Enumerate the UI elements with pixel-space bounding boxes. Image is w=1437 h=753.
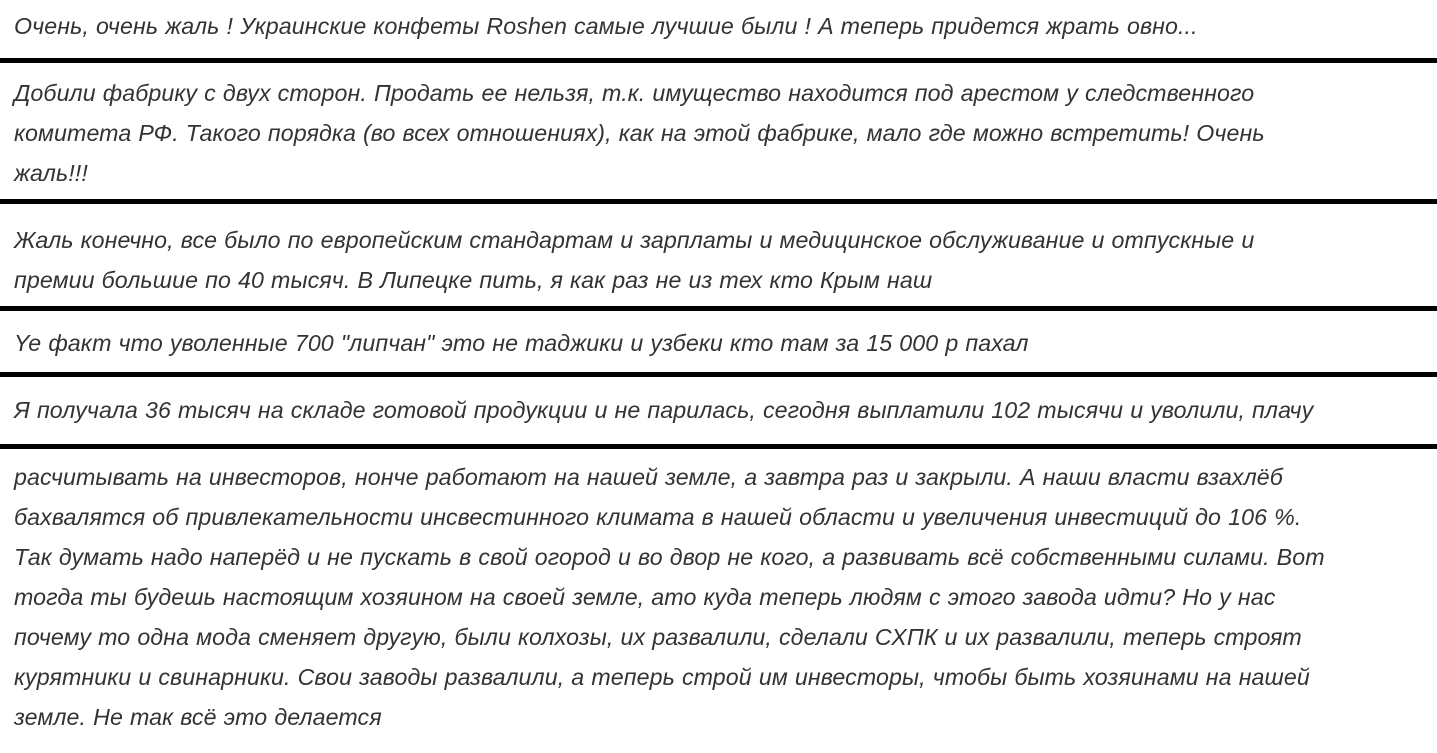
- comment-4: [0, 311, 1437, 372]
- comment-2-line-3: жаль!!!: [14, 160, 88, 186]
- comment-2: [0, 63, 1437, 199]
- comment-5: [0, 377, 1437, 444]
- comment-1-text: Очень, очень жаль ! Украинские конфеты Roshen самые лучшие были ! А теперь придется жрать овно...: [14, 13, 1198, 39]
- comment-6-line-6: курятники и свинарники. Свои заводы развалили, а теперь строй им инвесторы, чтобы быть хозяинами на нашей: [14, 664, 1310, 690]
- comment-6-line-2: бахвалятся об привлекательности инсвестинного климата в нашей области и увеличения инвестиций до 106 %.: [14, 504, 1302, 530]
- comment-3-line-1: Жаль конечно, все было по европейским стандартам и зарплаты и медицинское обслуживание и отпускные и: [14, 227, 1255, 253]
- comment-6: [0, 449, 1437, 737]
- comment-2-line-2: комитета РФ. Такого порядка (во всех отношениях), как на этой фабрике, мало где можно встретить! Очень: [14, 120, 1265, 146]
- comment-6-line-4: тогда ты будешь настоящим хозяином на своей земле, ато куда теперь людям с этого завода идти? Но у нас: [14, 584, 1276, 610]
- comment-6-line-7: земле. Не так всё это делается: [14, 704, 382, 730]
- comment-4-text: Ye факт что уволенные 700 "липчан" это не таджики и узбеки кто там за 15 000 р пахал: [14, 330, 1029, 356]
- comment-1: [0, 0, 1437, 56]
- comment-3: [0, 204, 1437, 306]
- comment-5-text: Я получала 36 тысяч на складе готовой продукции и не парилась, сегодня выплатили 102 тысячи и уволили, плачу: [14, 397, 1314, 423]
- comment-6-line-1: расчитывать на инвесторов, нонче работают на нашей земле, а завтра раз и закрыли. А наши власти взахлёб: [14, 464, 1283, 490]
- comment-6-line-3: Так думать надо наперёд и не пускать в свой огород и во двор не кого, а развивать всё собственными силами. Вот: [14, 544, 1325, 570]
- comment-6-line-5: почему то одна мода сменяет другую, были колхозы, их развалили, сделали СХПК и их развалили, теперь строят: [14, 624, 1302, 650]
- comment-2-line-1: Добили фабрику с двух сторон. Продать ее нельзя, т.к. имущество находится под арестом у следственного: [14, 80, 1255, 106]
- comment-3-line-2: премии большие по 40 тысяч. В Липецке пить, я как раз не из тех кто Крым наш: [14, 267, 933, 293]
